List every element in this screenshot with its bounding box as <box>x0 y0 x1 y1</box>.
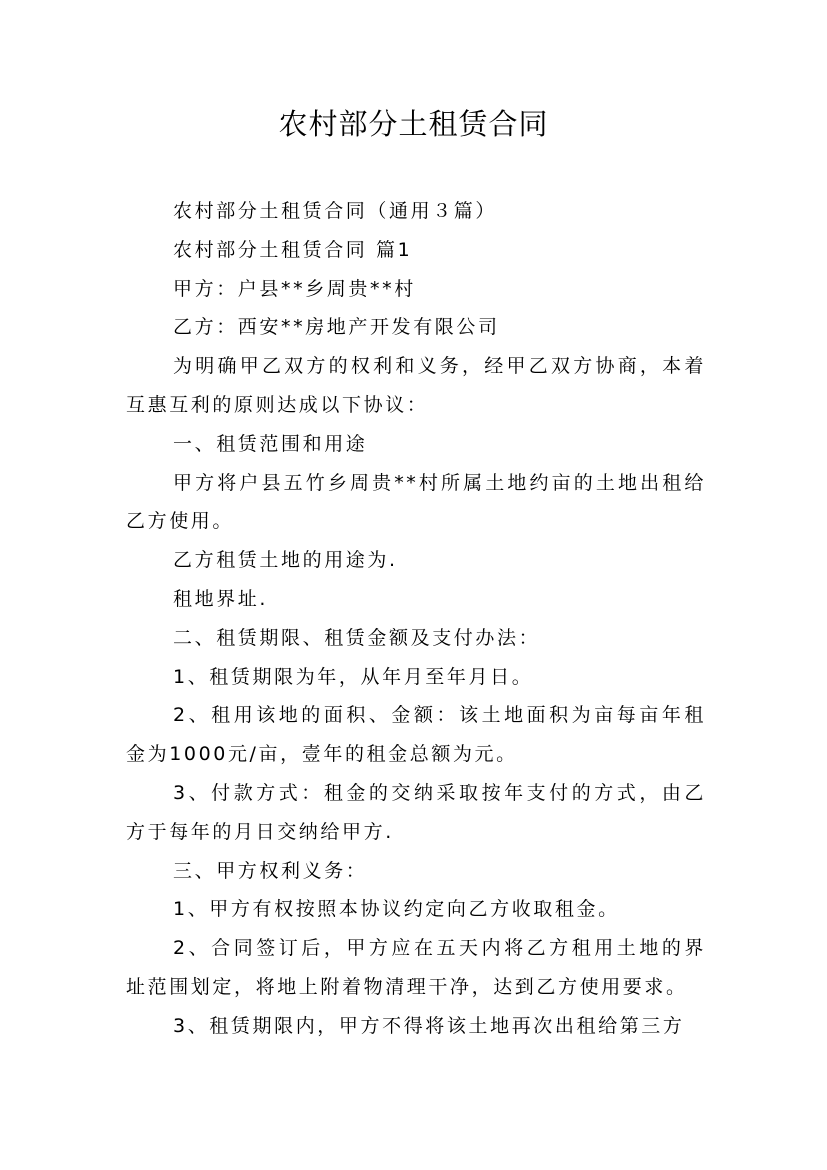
paragraph-party-a: 甲方：户县**乡周贵**村 <box>173 277 416 300</box>
paragraph-clause-1-title: 一、租赁范围和用途 <box>173 432 368 455</box>
paragraph-clause-3-title: 三、甲方权利义务： <box>173 859 368 882</box>
paragraph-clause-2-payment: 3、付款方式：租金的交纳采取按年支付的方式，由乙方于每年的月日交纳给甲方. <box>126 781 706 843</box>
paragraph-clause-1-boundary: 租地界址. <box>173 587 269 610</box>
paragraph-preamble: 为明确甲乙双方的权利和义务，经甲乙双方协商，本着互惠互利的原则达成以下协议： <box>126 355 706 416</box>
paragraph-clause-1-scope: 甲方将户县五竹乡周贵**村所属土地约亩的土地出租给乙方使用。 <box>126 471 706 533</box>
paragraph-clause-2-title: 二、租赁期限、租赁金额及支付办法： <box>173 626 541 649</box>
paragraph-party-b: 乙方：西安**房地产开发有限公司 <box>173 316 500 339</box>
document-body <box>126 192 706 1046</box>
paragraph-section-title: 农村部分土租赁合同 篇1 <box>173 238 413 261</box>
paragraph-clause-2-rent: 2、租用该地的面积、金额：该土地面积为亩每亩年租金为1000元/亩，壹年的租金总额为元。 <box>126 704 706 766</box>
paragraph-clause-2-term: 1、租赁期限为年，从年月至年月日。 <box>173 665 534 688</box>
paragraph-clause-3-item-3: 3、租赁期限内，甲方不得将该土地再次出租给第三方 <box>173 1014 685 1037</box>
document-title: 农村部分土租赁合同 <box>278 107 549 141</box>
paragraph-clause-3-item-1: 1、甲方有权按照本协议约定向乙方收取租金。 <box>173 898 620 921</box>
paragraph-clause-1-usage: 乙方租赁土地的用途为. <box>173 549 398 572</box>
paragraph-clause-3-item-2: 2、合同签订后，甲方应在五天内将乙方租用土地的界址范围划定，将地上附着物清理干净，达到乙方使用要求。 <box>126 937 706 998</box>
paragraph-heading: 农村部分土租赁合同（通用３篇） <box>173 200 498 222</box>
